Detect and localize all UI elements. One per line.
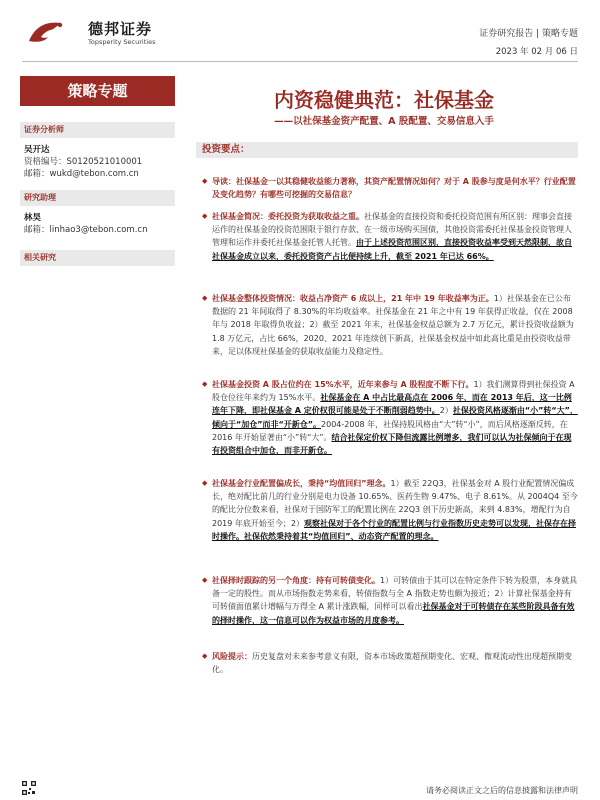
bullet-body: 1）我们测算得到社保投资 A 股仓位往年来约为 15%水平。 — [212, 380, 575, 403]
bullet-text — [212, 652, 572, 674]
report-subtitle: ——以社保基金资产配置、A 股配置、交易信息入手 — [274, 116, 494, 127]
bullet-emphasis: 社保投资风格逐渐由“小”转“大”，倾向于“加仓”而非“开新仓”。 — [212, 406, 578, 429]
bullet-text — [212, 212, 572, 261]
bullet-fund-overview — [200, 210, 578, 263]
company-logo-icon — [27, 17, 67, 47]
bullet-body: 1）可转债由于其可以在特定条件下转为股票，本身就具备一定的股性。而从市场指数走势来看，转债指数与全 A 指数走势也颇为接近；2）计算社保基金持有可转债面值累计增幅与万得全 A 累计涨跌幅，同样可以看出 — [212, 576, 578, 612]
company-name-en: Topsperity Securities — [88, 38, 156, 46]
bullet-body: 社保基金的直接投资和委托投资范围有所区别：理事会直接运作的社保基金的投资范围限于银行存款、在一级市场购买国债，其他投资需委托社保基金投资管理人管理和运作并委托社保基金托管人托管。 — [212, 212, 572, 248]
bullet-body: 1）社保基金在已公布数据的 21 年间取得了 8.30%的年均收益率。社保基金在 21 年之中有 19 年获得正收益，仅在 2008 年与 2018 年取得负收益；2）截至 2021 年末，社保基金权益总额为 2.7 万亿元，累计投资收益额为 1.8 万亿元，占比 66%，2020、2021 年连续创下新高，社保基金权益中如此高比重是由投资收益带来，足以体现社保基金的获取收益能力及稳定性。 — [212, 294, 574, 356]
bullet-text — [212, 380, 578, 455]
bullet-industry-allocation — [200, 477, 578, 543]
bullet-text — [212, 177, 576, 199]
report-category: 证券研究报告 | 策略专题 — [479, 29, 578, 39]
bullet-heading: 社保基金投资 A 股占位约在 15%水平，近年来参与 A 股程度不断下行。 — [212, 380, 474, 389]
bullet-text — [212, 479, 578, 541]
diamond-bullet-icon: ◆ — [202, 177, 208, 185]
diamond-bullet-icon: ◆ — [202, 652, 208, 660]
investment-summary-heading: 投资要点： — [196, 142, 578, 158]
bullet-body: 1）截至 22Q3，社保基金对 A 股行业配置情况偏成长，绝对配比前几的行业分别是电力设备 10.65%、医药生物 9.47%、电子 8.61%。从 2004Q4 至今的配比分位数来看，社保对于国防军工的配置比例在 22Q3 创下历史新高，来到 4.83%，增配行为自 2019 年底开始至今；2） — [212, 479, 578, 528]
bullet-heading: 社保基金整体投资情况：收益占净资产 6 成以上，21 年中 19 年收益率为正。 — [212, 294, 494, 303]
company-name-cn: 德邦证券 — [88, 20, 153, 38]
analyst-email[interactable]: 邮箱：wukd@tebon.com.cn — [24, 169, 139, 179]
bullet-heading: 风险提示： — [212, 652, 252, 661]
bullet-heading: 社保基金简况：委托投资为获取收益之重。 — [212, 212, 364, 221]
bullet-body: 2） — [439, 406, 453, 416]
assistant-section-heading: 研究助理 — [20, 190, 175, 206]
bullet-risk-warning — [200, 650, 578, 676]
bullet-intro — [200, 175, 578, 201]
bullet-heading: 社保基金行业配置偏成长，秉持“均值回归”理念。 — [212, 479, 391, 488]
assistant-email[interactable]: 邮箱：linhao3@tebon.com.cn — [24, 225, 148, 235]
sidebar-banner: 策略专题 — [20, 76, 175, 106]
diamond-bullet-icon: ◆ — [202, 294, 208, 302]
diamond-bullet-icon: ◆ — [202, 212, 208, 220]
bullet-convertible-bonds — [200, 574, 578, 627]
assistant-name: 林昊 — [24, 213, 42, 223]
bullet-emphasis: 结合社保定价权下降但流露比例增多，我们可以认为社保倾向于在现有投资组合中加仓，而非开新仓。 — [212, 432, 572, 456]
bullet-body: 历史复盘对未来参考意义有限，资本市场政策超预期变化、宏观、微观流动性出现超预期变化。 — [212, 652, 572, 675]
bullet-emphasis: 由于上述投资范围区别，直接投资收益率受到天然限制，故自社保基金成立以来，委托投资资产占比便持续上升，截至 2021 年已达 66%。 — [212, 238, 572, 261]
related-research-heading: 相关研究 — [20, 250, 175, 266]
analyst-name: 吴开达 — [24, 145, 50, 155]
report-title: 内资稳健典范：社保基金 — [274, 88, 494, 112]
header-divider — [22, 61, 578, 62]
bullet-heading: 社保择时跟踪的另一个角度：持有可转债变化。 — [212, 576, 380, 585]
bullet-text — [212, 576, 577, 625]
bullet-emphasis: 社保基金对于可转债存在某些阶段具备有效的择时操作，这一信息可以作为权益市场的月度参考。 — [212, 602, 575, 625]
report-date: 2023 年 02 月 06 日 — [495, 47, 578, 57]
bullet-emphasis: 观察社保对于各个行业的配置比例与行业指数历史走势可以发现，社保存在择时操作。社保依然秉持着其“均值回归”、动态资产配置的理念。 — [212, 518, 576, 541]
bullet-body: 2004-2008 年，社保持股风格由“大”转“小”，而后风格逐渐反转，在 2016 年开始显著由“小”转“大”。 — [212, 419, 568, 442]
analyst-certificate: 资格编号：S0120521010001 — [24, 157, 143, 167]
bullet-emphasis: 社保基金在 A 中占比最高点在 2006 年，而在 2013 年后，这一比例连年下降，即社保基金 A 定价权很可能是处于不断削弱趋势中。 — [212, 393, 572, 416]
diamond-bullet-icon: ◆ — [202, 576, 208, 584]
bullet-a-share-position — [200, 378, 578, 457]
qr-code-icon — [22, 781, 36, 795]
analyst-section-heading: 证券分析师 — [20, 122, 175, 138]
bullet-heading: 导读：社保基金一以其稳健收益能力著称，其资产配置情况如何？对于 A 股参与度是何水平？行业配置及变化趋势？有哪些可挖掘的交易信息？ — [212, 177, 576, 200]
diamond-bullet-icon: ◆ — [202, 380, 208, 388]
bullet-overall-performance — [200, 292, 578, 358]
diamond-bullet-icon: ◆ — [202, 479, 208, 487]
bullet-text — [212, 294, 574, 356]
footer-disclaimer: 请务必阅读正文之后的信息披露和法律声明 — [426, 786, 578, 795]
